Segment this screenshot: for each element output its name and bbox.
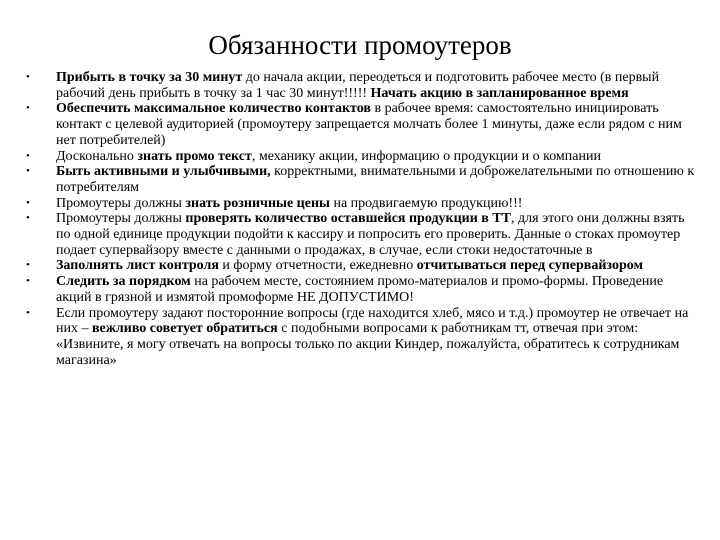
bold-text: проверять количество оставшейся продукции в ТТ xyxy=(185,211,512,227)
list-item xyxy=(26,196,698,212)
list-item xyxy=(26,211,698,258)
list-item xyxy=(26,258,698,274)
bold-text: знать розничные цены xyxy=(185,195,330,211)
list-item xyxy=(26,164,698,195)
list-item xyxy=(26,149,698,165)
text: с подобными вопросами к работникам тт, отвечая при этом: «Извините, я могу отвечать на вопросы только по акции Киндер, пожалуйста, обратитесь к сотрудникам магазина» xyxy=(56,321,680,368)
text: в рабочее время: самостоятельно инициировать контакт с целевой аудиторией (промоутеру запрещается молчать более 1 минуты, даже если рядом с ним нет потребителей) xyxy=(56,101,682,148)
text: Промоутеры должны xyxy=(56,195,186,211)
list-item xyxy=(26,70,698,101)
text: , механику акции, информацию о продукции и о компании xyxy=(251,148,601,164)
list-item xyxy=(26,101,698,148)
duties-list xyxy=(26,70,698,368)
bold-text: Заполнять лист контроля xyxy=(56,258,219,274)
text: на рабочем месте, состоянием промо-материалов и промо-формы. Проведение акций в грязной и измятой промоформе НЕ ДОПУСТИМО! xyxy=(56,274,664,305)
text: , для этого они должны взять по одной единице продукции подойти к кассиру и попросить его проверить. Данные о стоках промоутер подает супервайзору вместе с данными о продажах, в случае, если стоки недостаточные в xyxy=(56,211,685,258)
bold-text: знать промо текст xyxy=(137,148,252,164)
list-item xyxy=(26,306,698,369)
bold-text: Следить за порядком xyxy=(56,274,191,290)
text: Если промоутеру задают посторонние вопросы (где находится хлеб, мясо и т.д.) промоутер не отвечает на них – xyxy=(56,305,689,337)
text: корректными, внимательными и доброжелательными по отношению к потребителям xyxy=(56,164,695,195)
text: до начала акции, переодеться и подготовить рабочее место (в первый рабочий день прибыть в точку за 1 час 30 минут!!!!! xyxy=(56,70,660,101)
bold-text: Быть активными и улыбчивыми, xyxy=(56,164,271,180)
page-title: Обязанности промоутеров xyxy=(208,30,512,60)
bold-text: вежливо советует обратиться xyxy=(91,321,278,337)
bold-text: Прибыть в точку за 30 минут xyxy=(56,70,243,85)
text: на продвигаемую продукцию!!! xyxy=(329,195,523,211)
bold-text: Обеспечить максимальное количество контактов xyxy=(56,101,371,117)
text: Досконально xyxy=(56,148,138,164)
list-item xyxy=(26,274,698,305)
bold-text: Начать акцию в запланированное время xyxy=(370,85,629,101)
bold-text: отчитываться перед супервайзором xyxy=(416,258,643,274)
text: Промоутеры должны xyxy=(56,211,186,227)
text: и форму отчетности, ежедневно xyxy=(218,258,417,274)
